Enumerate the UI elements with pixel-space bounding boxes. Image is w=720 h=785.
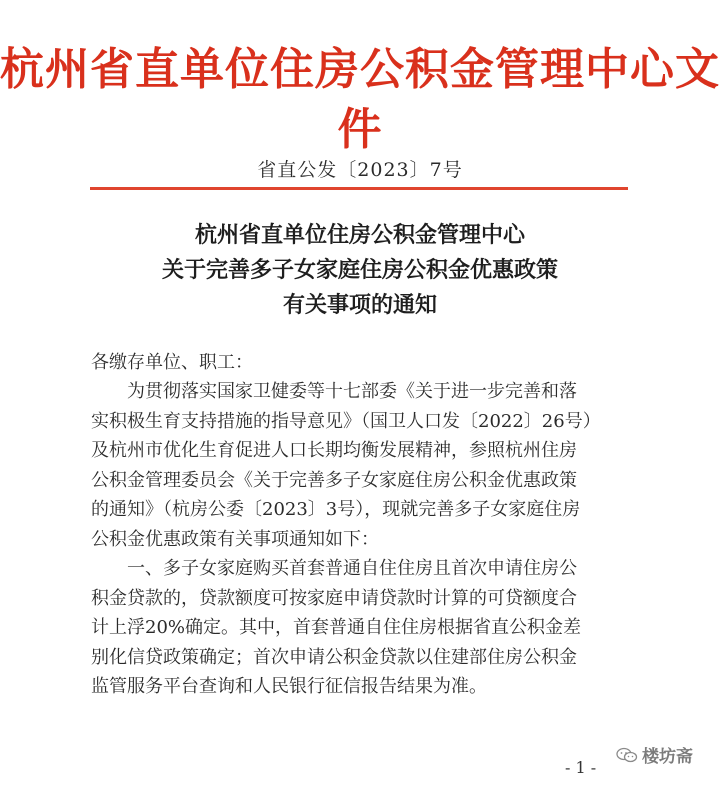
body-line: 实积极生育支持措施的指导意见》（国卫人口发〔2022〕26号） — [91, 410, 601, 432]
body-line: 积金贷款的，贷款额度可按家庭申请贷款时计算的可贷额度合 — [91, 587, 577, 609]
body-line: 公积金优惠政策有关事项通知如下： — [91, 528, 379, 550]
body-line: 监管服务平台查询和人民银行征信报告结果为准。 — [91, 676, 487, 697]
body-line: 公积金管理委员会《关于完善多子女家庭住房公积金优惠政策 — [91, 469, 577, 491]
notice-title — [0, 218, 720, 323]
notice-title-line: 杭州省直单位住房公积金管理中心 — [194, 222, 525, 248]
document-number: 省直公发〔2023〕7号 — [257, 159, 463, 181]
salutation: 各缴存单位、职工： — [91, 352, 253, 373]
body-line: 的通知》（杭房公委〔2023〕3号），现就完善多子女家庭住房 — [91, 499, 581, 520]
notice-title-line: 有关事项的通知 — [282, 292, 437, 318]
watermark-text: 楼坊斋 — [642, 747, 693, 767]
body-text — [91, 377, 631, 702]
red-divider-line — [90, 187, 628, 190]
wechat-icon — [616, 747, 638, 763]
body-line: 为贯彻落实国家卫健委等十七部委《关于进一步完善和落 — [91, 381, 577, 402]
notice-title-line: 关于完善多子女家庭住房公积金优惠政策 — [161, 257, 558, 283]
page-number: - 1 - — [565, 758, 597, 777]
watermark — [616, 742, 693, 767]
body-line: 及杭州市优化生育促进人口长期均衡发展精神，参照杭州住房 — [91, 440, 577, 461]
body-line: 一、多子女家庭购买首套普通自住住房且首次申请住房公 — [91, 558, 577, 579]
document-header-title: 杭州省直单位住房公积金管理中心文件 — [0, 44, 720, 155]
body-line: 计上浮20%确定。其中，首套普通自住住房根据省直公积金差 — [91, 617, 582, 638]
body-line: 别化信贷政策确定；首次申请公积金贷款以住建部住房公积金 — [91, 646, 577, 668]
